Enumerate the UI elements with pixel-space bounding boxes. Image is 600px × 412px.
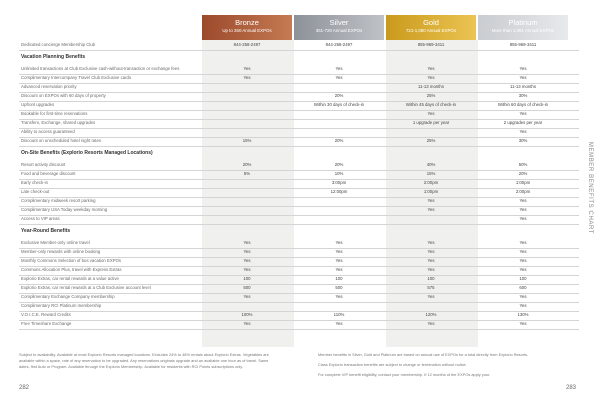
tier-platinum	[478, 15, 568, 40]
benefit-value-platinum: 11-13 months	[510, 84, 536, 89]
benefit-value-bronze: Yes	[243, 240, 251, 245]
benefit-value-bronze: Yes	[243, 75, 251, 80]
benefit-value-platinum: 600	[519, 285, 527, 290]
benefit-value-bronze: 15%	[242, 138, 252, 143]
benefit-value-silver: Yes	[335, 75, 343, 80]
benefit-label: Advanced reservation priority	[21, 84, 77, 89]
benefit-value-bronze: Yes	[243, 267, 251, 272]
benefit-label: V.O.I.C.E. Reward Credits	[21, 312, 71, 317]
benefit-label: Bookable for first-time reservations	[21, 111, 88, 116]
benefit-value-platinum: 2:00pm	[515, 189, 531, 194]
benefit-value-platinum: 100	[519, 276, 527, 281]
benefit-value-gold: 25%	[426, 138, 436, 143]
benefit-value-gold: 25%	[426, 93, 436, 98]
benefit-value-silver: 100	[335, 276, 343, 281]
benefit-value-bronze: 500	[243, 285, 251, 290]
benefit-value-gold: 1:00pm	[423, 189, 439, 194]
benefit-value-platinum: 855-969-3411	[509, 42, 537, 47]
benefit-value-silver: 500	[335, 285, 343, 290]
benefit-label: Complimentary Intercompany Travel Club Exclusive cards	[21, 75, 132, 80]
benefit-value-platinum: Yes	[519, 321, 527, 326]
benefit-value-platinum: Yes	[519, 267, 527, 272]
footnote-line: Class Explorio transaction benefits are subject to change or termination without notice.	[318, 362, 467, 367]
section-heading-row	[19, 150, 579, 161]
benefit-value-platinum: Yes	[519, 303, 527, 308]
benefit-value-gold: 2:00pm	[423, 180, 439, 185]
benefit-value-gold: 15%	[426, 171, 436, 176]
table-row	[19, 267, 579, 276]
table-row	[19, 189, 579, 198]
footnotes-right	[318, 352, 578, 382]
benefit-value-gold: Yes	[427, 321, 435, 326]
section-heading: On-Site Benefits (Explorio Resorts Managed Locations)	[21, 150, 153, 156]
benefit-label: Resort activity discount	[21, 162, 66, 167]
benefit-label: Discount on unscheduled hotel night rates	[21, 138, 102, 143]
benefit-value-silver: 20%	[334, 138, 344, 143]
table-row	[19, 162, 579, 171]
benefit-value-bronze: Yes	[243, 294, 251, 299]
footnote-line: Member benefits in Silver, Gold and Platinum are based on annual use of EXPOs for a total directly from Explorio Resorts.	[318, 352, 529, 357]
table-row	[19, 294, 579, 303]
table-row	[19, 111, 579, 120]
benefit-value-platinum: 30%	[518, 93, 528, 98]
benefit-value-gold: 1 upgrade per year	[412, 120, 450, 125]
benefit-label: Complimentary USA Today weekday morning	[21, 207, 108, 212]
benefit-value-silver: 20%	[334, 162, 344, 167]
table-row	[19, 303, 579, 312]
benefit-value-gold: Yes	[427, 207, 435, 212]
benefit-label: Complimentary RCI Platinum membership	[21, 303, 102, 308]
table-row	[19, 102, 579, 111]
tier-silver	[294, 15, 384, 40]
section-heading-row	[19, 54, 579, 65]
section-heading: Vacation Planning Benefits	[21, 54, 86, 60]
tier-range: Up to 360 Annual EXPOs	[222, 28, 272, 33]
benefit-value-platinum: Yes	[519, 216, 527, 221]
table-row	[19, 93, 579, 102]
table-row	[19, 180, 579, 189]
benefit-value-silver: Yes	[335, 66, 343, 71]
page-number-left: 282	[19, 385, 30, 391]
benefit-value-platinum: Yes	[519, 129, 527, 134]
benefit-value-gold: Yes	[427, 111, 435, 116]
table-row	[19, 129, 579, 138]
section-heading: Year-Round Benefits	[21, 228, 71, 234]
benefit-value-bronze: Yes	[243, 249, 251, 254]
table-row	[19, 207, 579, 216]
tier-header	[19, 15, 579, 40]
benefit-label: Complimentary Exchange Company membership	[21, 294, 115, 299]
benefit-label: Commons Allocation Plus, travel with Express Extras	[21, 267, 122, 272]
benefit-value-gold: 855-969-3411	[417, 42, 445, 47]
table-row	[19, 120, 579, 129]
tier-range: 721-1,080 Annual EXPOs	[405, 28, 457, 33]
benefit-value-gold: 575	[427, 285, 435, 290]
benefit-value-gold: Yes	[427, 75, 435, 80]
tier-name: Silver	[329, 18, 349, 27]
benefit-value-platinum: 2 upgrades per year	[503, 120, 543, 125]
benefit-value-platinum: Within 60 days of check-in	[497, 102, 549, 107]
table-row	[19, 312, 579, 321]
footnote-line: For complete VIP benefit eligibility, contact your membership. If 12 months of the EXPOs apply your.	[318, 372, 491, 377]
table-row	[19, 75, 579, 84]
table-row	[19, 171, 579, 180]
benefit-value-platinum: Yes	[519, 249, 527, 254]
benefit-value-bronze: 844-258-2497	[233, 42, 261, 47]
benefit-value-silver: Yes	[335, 267, 343, 272]
benefit-label: Upfront upgrades	[21, 102, 55, 107]
benefit-value-silver: Yes	[335, 321, 343, 326]
table-row	[19, 66, 579, 75]
benefit-label: Late check-out	[21, 189, 50, 194]
benefit-value-silver: 3:00pm	[331, 180, 347, 185]
benefit-label: Food and beverage discount	[21, 171, 76, 176]
benefit-value-gold: Yes	[427, 267, 435, 272]
table-row	[19, 42, 579, 51]
benefit-value-silver: Yes	[335, 294, 343, 299]
benefit-value-bronze: Yes	[243, 258, 251, 263]
benefit-value-gold: Yes	[427, 198, 435, 203]
benefit-value-bronze: 5%	[243, 171, 251, 176]
benefit-label: Explorio Extras, car rental rewards at a value active	[21, 276, 119, 281]
benefit-value-bronze: Yes	[243, 321, 251, 326]
table-row	[19, 216, 579, 225]
footnotes-left: Subject to availability. Available at most Explorio Resorts managed locations. Excludes 24% to 48% rentals about Explorio Extras. Vegetables are available within a space, rate of any reservation to be upgraded. Any reservations originals upgrade and an available one hour as of travel. Same dates, first Auto or Program. Available through the Explorio Membership. Available for residents with RCI Points subscriptions only.	[19, 352, 269, 369]
benefit-value-gold: 100	[427, 276, 435, 281]
table-row	[19, 240, 579, 249]
benefit-value-silver: 844-258-2497	[325, 42, 353, 47]
benefit-label: Member-only rewards with online booking	[21, 249, 101, 254]
benefit-value-platinum: 1:00pm	[515, 180, 531, 185]
benefit-value-silver: Yes	[335, 258, 343, 263]
table-row	[19, 285, 579, 294]
benefit-value-platinum: Yes	[519, 75, 527, 80]
tier-range: More than 1,081 Annual EXPOs	[491, 28, 555, 33]
table-row	[19, 258, 579, 267]
benefit-label: Explorio Extras, car rental rewards at a Club Exclusive account level	[21, 285, 151, 290]
benefit-value-gold: Yes	[427, 66, 435, 71]
benefit-label: Dedicated concierge Membership Club	[21, 42, 96, 47]
benefit-label: Transfers, Exchange, shared upgrades	[21, 120, 96, 125]
benefit-value-platinum: Yes	[519, 294, 527, 299]
benefit-label: Exclusive Member-only online travel	[21, 240, 90, 245]
benefit-value-platinum: 130%	[517, 312, 529, 317]
side-tab	[585, 115, 595, 265]
benefit-value-platinum: Yes	[519, 207, 527, 212]
table-row	[19, 321, 579, 330]
benefit-value-gold: Yes	[427, 240, 435, 245]
tier-range: 361-720 Annual EXPOs	[315, 28, 363, 33]
benefit-label: Monthly Commons Selection of bus vacation EXPOs	[21, 258, 122, 263]
benefit-value-platinum: Yes	[519, 111, 527, 116]
side-tab-label: MEMBER BENEFITS CHART	[587, 141, 593, 235]
benefit-value-platinum: Yes	[519, 66, 527, 71]
benefit-value-platinum: 20%	[518, 171, 528, 176]
table-row	[19, 276, 579, 285]
benefit-value-bronze: Yes	[243, 66, 251, 71]
page-number-right: 283	[566, 385, 577, 391]
benefit-value-gold: Yes	[427, 294, 435, 299]
tier-name: Gold	[423, 18, 439, 27]
benefit-label: Ability to access guaranteed	[21, 129, 75, 134]
benefit-value-bronze: 20%	[242, 162, 252, 167]
table-row	[19, 249, 579, 258]
benefit-label: Unlimited transactions at Club Exclusive cash-without-transaction or exchange fees	[21, 66, 180, 71]
benefit-value-platinum: 30%	[518, 138, 528, 143]
benefit-value-silver: 10%	[334, 171, 344, 176]
benefit-value-platinum: Yes	[519, 198, 527, 203]
benefit-value-gold: 11-13 months	[418, 84, 444, 89]
benefit-value-silver: Within 30 days of check-in	[313, 102, 365, 107]
benefit-value-platinum: Yes	[519, 258, 527, 263]
benefit-value-bronze: 100	[243, 276, 251, 281]
tier-name: Platinum	[508, 18, 538, 27]
tier-gold	[386, 15, 476, 40]
benefit-label: Access to VIP areas	[21, 216, 60, 221]
benefit-value-gold: Within 45 days of check-in	[405, 102, 457, 107]
benefit-value-gold: 40%	[426, 162, 436, 167]
section-heading-row	[19, 228, 579, 239]
benefit-value-silver: Yes	[335, 249, 343, 254]
table-row	[19, 138, 579, 147]
table-row	[19, 84, 579, 93]
benefit-value-platinum: Yes	[519, 240, 527, 245]
benefit-value-silver: 110%	[333, 312, 345, 317]
benefit-value-silver: 20%	[334, 93, 344, 98]
benefit-value-gold: Yes	[427, 249, 435, 254]
benefit-label: Early check-in	[21, 180, 48, 185]
benefit-value-silver: Yes	[335, 240, 343, 245]
benefit-value-gold: 120%	[425, 312, 437, 317]
benefit-value-silver: 12:00pm	[330, 189, 348, 194]
benefit-value-platinum: 50%	[518, 162, 528, 167]
benefit-label: Free Timeshare Exchange	[21, 321, 72, 326]
tier-bronze	[202, 15, 292, 40]
benefit-label: Complimentary midweek resort parking	[21, 198, 96, 203]
tier-name: Bronze	[235, 18, 259, 27]
benefit-label: Discount on EXPOs with 60 days of property	[21, 93, 106, 98]
benefit-value-bronze: 100%	[241, 312, 253, 317]
benefit-value-gold: Yes	[427, 258, 435, 263]
table-row	[19, 198, 579, 207]
